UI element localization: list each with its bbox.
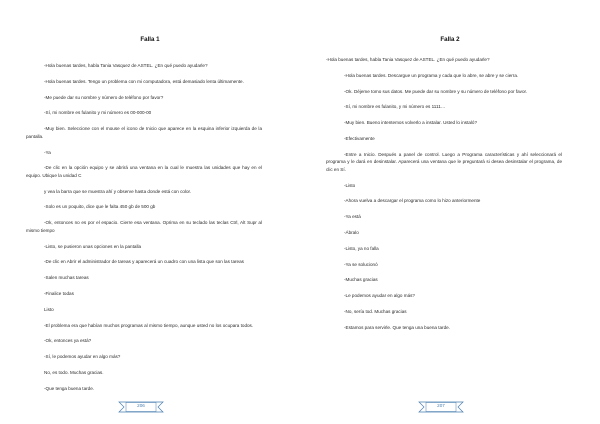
dialogue-line: -Sí, le podemos ayudar en algo más?	[44, 354, 121, 360]
right-page	[300, 0, 600, 424]
page-number-banner	[118, 400, 164, 414]
dialogue-line: -Ok, entonces no es por el espacio. Cierre esa ventana. Oprima en su teclado las teclas Ctrl, Alt Supr al mismo tiempo	[26, 220, 262, 233]
page-body	[26, 62, 262, 392]
dialogue-line: -Listo, se pusieron unas opciones en la pantalla	[44, 243, 142, 249]
dialogue-line: -Hola buenas tardes. Descargue un programa y cada que lo abre, se abre y se cierra.	[344, 72, 519, 78]
dialogue-line: -Que tenga buena tarde.	[44, 385, 95, 391]
dialogue-line: -No, sería tod. Muchas gracias	[344, 308, 407, 314]
dialogue-line: -Ok. Déjeme tomo sus datos. Me puede dar su nombre y su número de teléfono por favor.	[344, 88, 528, 94]
dialogue-line: Listo	[44, 306, 54, 312]
dialogue-line: -Le podemos ayudar en algo más?	[344, 293, 415, 299]
dialogue-line: -Listo, ya no falla	[344, 245, 379, 251]
dialogue-line: No, es todo. Muchas gracias.	[44, 369, 104, 375]
dialogue-line: -Ya se solucionó	[344, 261, 378, 267]
dialogue-line: -Ok, entonces ya está?	[44, 338, 92, 344]
dialogue-line: -De clic en Abrir el administrador de tareas y aparecerá un cuadro con una lista que son las tareas	[44, 259, 244, 265]
dialogue-line: -Entre a Inicio. Después a panel de control. Luego a Programa características y ahí seleccionará el programa y le dará en desinstalar. Aparecerá una ventana que le preguntará si desea desinstalar el programa, de clic en Sí.	[326, 151, 562, 172]
dialogue-line: -Ya está	[344, 214, 361, 220]
dialogue-line: -Muy bien. Seleccione con el mouse el icono de Inicio que aparece en la esquina inferior izquierda de la pantalla.	[26, 126, 262, 139]
dialogue-line: -El problema era que habían muchos programas al mismo tiempo, aunque usted no los ocupara todos.	[44, 322, 254, 328]
dialogue-line: -Sí, mi nombre es fulanito y mi número es 00-000-00	[44, 110, 152, 116]
dialogue-line: -Muy bien. Bueno intentemos volverlo a instalar. Usted lo instaló?	[344, 120, 478, 126]
dialogue-line: -Efectivamente	[344, 135, 375, 141]
dialogue-line: -De clic en la opción equipo y se abrirá una ventana en la cual le muestra las unidades que hay en el equipo. Ubique la unidad C	[26, 165, 262, 178]
page-body	[326, 56, 562, 331]
dialogue-line: -Hola buenas tardes, habla Tania Vasquez de ASTEL. ¿En qué puedo ayudarle?	[326, 57, 490, 62]
dialogue-line: -Hola buenas tardes, habla Tania Vasquez de ASTEL. ¿En qué puedo ayudarle?	[44, 63, 208, 68]
dialogue-line: y vea la barra que se muestra ahí y observe hasta donde está con color.	[44, 188, 192, 194]
dialogue-line: -Ya	[44, 149, 51, 155]
dialogue-line: -Solo es un poquito, dice que le falta 450 gb de 500 gb	[44, 204, 156, 210]
dialogue-line: -Muchas gracias	[344, 277, 378, 283]
page-number-banner	[418, 400, 464, 414]
dialogue-line: -Me puede dar su nombre y número de teléfono por favor?	[44, 94, 164, 100]
dialogue-line: -Finalice todas	[44, 290, 74, 296]
dialogue-line: -Ábralo	[344, 230, 359, 235]
dialogue-line: -Ahora vuelva a descargar el programa como lo hizo anteriormente	[344, 198, 481, 204]
dialogue-line: -Hola buenas tardes. Tengo un problema con mi computadora, está demasiado lenta últimamente.	[44, 78, 244, 84]
dialogue-line: -Estamos para servirle. Que tenga una buena tarde.	[344, 324, 450, 330]
page-number: 206	[137, 403, 145, 408]
dialogue-line: -Salen muchas tareas	[44, 275, 89, 281]
dialogue-line: -Sí, mi nombre es fulanito, y mi número es 1111…	[344, 104, 446, 110]
page-title: Falla 1	[140, 36, 160, 43]
page-title: Falla 2	[440, 36, 460, 43]
page-number: 207	[437, 403, 445, 408]
dialogue-line: -Listo	[344, 182, 356, 188]
